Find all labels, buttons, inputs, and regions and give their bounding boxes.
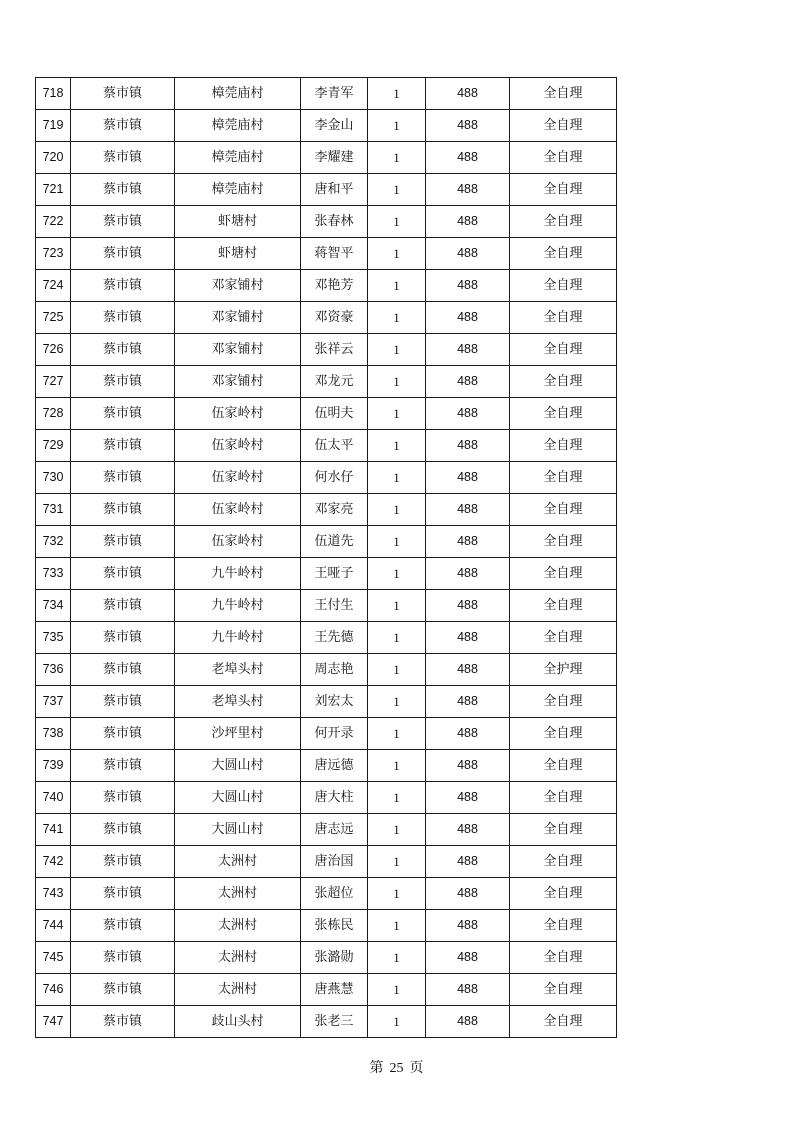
- table-row: [36, 1006, 617, 1038]
- amount-cell: 488: [426, 910, 510, 942]
- village-cell: 樟莞庙村: [175, 142, 301, 174]
- serial-number-cell: 734: [36, 590, 71, 622]
- care-type-cell: 全自理: [510, 974, 617, 1006]
- village-cell: 樟莞庙村: [175, 174, 301, 206]
- amount-cell: 488: [426, 782, 510, 814]
- serial-number-cell: 725: [36, 302, 71, 334]
- person-name-cell: 李金山: [301, 110, 368, 142]
- town-cell: 蔡市镇: [71, 846, 175, 878]
- care-type-cell: 全自理: [510, 878, 617, 910]
- amount-cell: 488: [426, 462, 510, 494]
- roster-body: [36, 78, 617, 1038]
- table-row: [36, 718, 617, 750]
- serial-number-cell: 744: [36, 910, 71, 942]
- table-row: [36, 302, 617, 334]
- town-cell: 蔡市镇: [71, 974, 175, 1006]
- table-row: [36, 686, 617, 718]
- serial-number-cell: 727: [36, 366, 71, 398]
- person-name-cell: 唐燕慧: [301, 974, 368, 1006]
- town-cell: 蔡市镇: [71, 622, 175, 654]
- care-type-cell: 全自理: [510, 462, 617, 494]
- amount-cell: 488: [426, 750, 510, 782]
- person-name-cell: 唐大柱: [301, 782, 368, 814]
- amount-cell: 488: [426, 942, 510, 974]
- care-type-cell: 全自理: [510, 622, 617, 654]
- count-cell: 1: [368, 1006, 426, 1038]
- table-row: [36, 110, 617, 142]
- serial-number-cell: 743: [36, 878, 71, 910]
- care-type-cell: 全自理: [510, 782, 617, 814]
- amount-cell: 488: [426, 590, 510, 622]
- count-cell: 1: [368, 462, 426, 494]
- person-name-cell: 邓资豪: [301, 302, 368, 334]
- table-row: [36, 622, 617, 654]
- person-name-cell: 张祥云: [301, 334, 368, 366]
- table-row: [36, 174, 617, 206]
- count-cell: 1: [368, 366, 426, 398]
- town-cell: 蔡市镇: [71, 334, 175, 366]
- serial-number-cell: 740: [36, 782, 71, 814]
- town-cell: 蔡市镇: [71, 78, 175, 110]
- person-name-cell: 邓艳芳: [301, 270, 368, 302]
- village-cell: 太洲村: [175, 846, 301, 878]
- table-row: [36, 366, 617, 398]
- serial-number-cell: 742: [36, 846, 71, 878]
- count-cell: 1: [368, 686, 426, 718]
- care-type-cell: 全自理: [510, 270, 617, 302]
- table-row: [36, 974, 617, 1006]
- amount-cell: 488: [426, 526, 510, 558]
- serial-number-cell: 722: [36, 206, 71, 238]
- amount-cell: 488: [426, 334, 510, 366]
- person-name-cell: 刘宏太: [301, 686, 368, 718]
- town-cell: 蔡市镇: [71, 878, 175, 910]
- person-name-cell: 张栋民: [301, 910, 368, 942]
- person-name-cell: 伍道先: [301, 526, 368, 558]
- serial-number-cell: 736: [36, 654, 71, 686]
- care-type-cell: 全自理: [510, 398, 617, 430]
- table-row: [36, 814, 617, 846]
- serial-number-cell: 726: [36, 334, 71, 366]
- amount-cell: 488: [426, 110, 510, 142]
- amount-cell: 488: [426, 1006, 510, 1038]
- serial-number-cell: 745: [36, 942, 71, 974]
- count-cell: 1: [368, 782, 426, 814]
- count-cell: 1: [368, 718, 426, 750]
- roster-table: [35, 77, 617, 1038]
- count-cell: 1: [368, 910, 426, 942]
- amount-cell: 488: [426, 686, 510, 718]
- village-cell: 伍家岭村: [175, 494, 301, 526]
- table-row: [36, 878, 617, 910]
- person-name-cell: 唐治国: [301, 846, 368, 878]
- table-row: [36, 526, 617, 558]
- person-name-cell: 王哑子: [301, 558, 368, 590]
- care-type-cell: 全自理: [510, 686, 617, 718]
- serial-number-cell: 733: [36, 558, 71, 590]
- care-type-cell: 全自理: [510, 174, 617, 206]
- care-type-cell: 全自理: [510, 302, 617, 334]
- table-row: [36, 782, 617, 814]
- count-cell: 1: [368, 206, 426, 238]
- count-cell: 1: [368, 590, 426, 622]
- amount-cell: 488: [426, 174, 510, 206]
- person-name-cell: 张春林: [301, 206, 368, 238]
- care-type-cell: 全自理: [510, 430, 617, 462]
- amount-cell: 488: [426, 846, 510, 878]
- amount-cell: 488: [426, 430, 510, 462]
- village-cell: 太洲村: [175, 910, 301, 942]
- amount-cell: 488: [426, 814, 510, 846]
- town-cell: 蔡市镇: [71, 302, 175, 334]
- village-cell: 太洲村: [175, 974, 301, 1006]
- town-cell: 蔡市镇: [71, 462, 175, 494]
- amount-cell: 488: [426, 878, 510, 910]
- person-name-cell: 周志艳: [301, 654, 368, 686]
- table-row: [36, 430, 617, 462]
- amount-cell: 488: [426, 206, 510, 238]
- amount-cell: 488: [426, 142, 510, 174]
- count-cell: 1: [368, 270, 426, 302]
- town-cell: 蔡市镇: [71, 174, 175, 206]
- care-type-cell: 全自理: [510, 942, 617, 974]
- count-cell: 1: [368, 494, 426, 526]
- village-cell: 伍家岭村: [175, 462, 301, 494]
- serial-number-cell: 723: [36, 238, 71, 270]
- village-cell: 伍家岭村: [175, 430, 301, 462]
- person-name-cell: 唐远德: [301, 750, 368, 782]
- care-type-cell: 全护理: [510, 654, 617, 686]
- person-name-cell: 邓龙元: [301, 366, 368, 398]
- table-row: [36, 142, 617, 174]
- count-cell: 1: [368, 974, 426, 1006]
- person-name-cell: 王先德: [301, 622, 368, 654]
- town-cell: 蔡市镇: [71, 398, 175, 430]
- amount-cell: 488: [426, 398, 510, 430]
- person-name-cell: 李耀建: [301, 142, 368, 174]
- count-cell: 1: [368, 846, 426, 878]
- village-cell: 樟莞庙村: [175, 110, 301, 142]
- town-cell: 蔡市镇: [71, 686, 175, 718]
- village-cell: 伍家岭村: [175, 526, 301, 558]
- amount-cell: 488: [426, 654, 510, 686]
- serial-number-cell: 741: [36, 814, 71, 846]
- village-cell: 沙坪里村: [175, 718, 301, 750]
- amount-cell: 488: [426, 622, 510, 654]
- count-cell: 1: [368, 558, 426, 590]
- count-cell: 1: [368, 750, 426, 782]
- serial-number-cell: 730: [36, 462, 71, 494]
- town-cell: 蔡市镇: [71, 814, 175, 846]
- table-row: [36, 270, 617, 302]
- table-row: [36, 238, 617, 270]
- amount-cell: 488: [426, 558, 510, 590]
- village-cell: 虾塘村: [175, 206, 301, 238]
- person-name-cell: 唐志远: [301, 814, 368, 846]
- serial-number-cell: 724: [36, 270, 71, 302]
- count-cell: 1: [368, 878, 426, 910]
- table-row: [36, 462, 617, 494]
- amount-cell: 488: [426, 302, 510, 334]
- person-name-cell: 张老三: [301, 1006, 368, 1038]
- serial-number-cell: 735: [36, 622, 71, 654]
- table-row: [36, 910, 617, 942]
- care-type-cell: 全自理: [510, 590, 617, 622]
- care-type-cell: 全自理: [510, 78, 617, 110]
- village-cell: 太洲村: [175, 942, 301, 974]
- count-cell: 1: [368, 526, 426, 558]
- serial-number-cell: 719: [36, 110, 71, 142]
- table-row: [36, 206, 617, 238]
- town-cell: 蔡市镇: [71, 110, 175, 142]
- serial-number-cell: 738: [36, 718, 71, 750]
- care-type-cell: 全自理: [510, 110, 617, 142]
- care-type-cell: 全自理: [510, 718, 617, 750]
- care-type-cell: 全自理: [510, 366, 617, 398]
- town-cell: 蔡市镇: [71, 430, 175, 462]
- serial-number-cell: 731: [36, 494, 71, 526]
- table-row: [36, 398, 617, 430]
- village-cell: 邓家铺村: [175, 302, 301, 334]
- amount-cell: 488: [426, 494, 510, 526]
- person-name-cell: 张超位: [301, 878, 368, 910]
- care-type-cell: 全自理: [510, 206, 617, 238]
- care-type-cell: 全自理: [510, 494, 617, 526]
- amount-cell: 488: [426, 718, 510, 750]
- care-type-cell: 全自理: [510, 910, 617, 942]
- person-name-cell: 何水仔: [301, 462, 368, 494]
- table-row: [36, 654, 617, 686]
- town-cell: 蔡市镇: [71, 206, 175, 238]
- person-name-cell: 伍太平: [301, 430, 368, 462]
- person-name-cell: 李青军: [301, 78, 368, 110]
- page-number: 25: [389, 1061, 404, 1076]
- count-cell: 1: [368, 142, 426, 174]
- table-row: [36, 846, 617, 878]
- village-cell: 大圆山村: [175, 782, 301, 814]
- village-cell: 老埠头村: [175, 686, 301, 718]
- count-cell: 1: [368, 174, 426, 206]
- serial-number-cell: 739: [36, 750, 71, 782]
- village-cell: 老埠头村: [175, 654, 301, 686]
- page-footer: [0, 1057, 793, 1077]
- serial-number-cell: 746: [36, 974, 71, 1006]
- village-cell: 邓家铺村: [175, 334, 301, 366]
- village-cell: 九牛岭村: [175, 558, 301, 590]
- amount-cell: 488: [426, 366, 510, 398]
- table-row: [36, 590, 617, 622]
- town-cell: 蔡市镇: [71, 526, 175, 558]
- care-type-cell: 全自理: [510, 334, 617, 366]
- serial-number-cell: 747: [36, 1006, 71, 1038]
- village-cell: 伍家岭村: [175, 398, 301, 430]
- person-name-cell: 王付生: [301, 590, 368, 622]
- person-name-cell: 邓家亮: [301, 494, 368, 526]
- serial-number-cell: 729: [36, 430, 71, 462]
- village-cell: 大圆山村: [175, 750, 301, 782]
- person-name-cell: 蒋智平: [301, 238, 368, 270]
- serial-number-cell: 721: [36, 174, 71, 206]
- amount-cell: 488: [426, 78, 510, 110]
- care-type-cell: 全自理: [510, 558, 617, 590]
- table-row: [36, 78, 617, 110]
- care-type-cell: 全自理: [510, 526, 617, 558]
- count-cell: 1: [368, 78, 426, 110]
- table-row: [36, 494, 617, 526]
- table-row: [36, 750, 617, 782]
- town-cell: 蔡市镇: [71, 750, 175, 782]
- person-name-cell: 何开录: [301, 718, 368, 750]
- count-cell: 1: [368, 334, 426, 366]
- town-cell: 蔡市镇: [71, 590, 175, 622]
- count-cell: 1: [368, 942, 426, 974]
- amount-cell: 488: [426, 974, 510, 1006]
- village-cell: 大圆山村: [175, 814, 301, 846]
- table-row: [36, 334, 617, 366]
- page-label-prefix: 第: [369, 1060, 384, 1076]
- town-cell: 蔡市镇: [71, 558, 175, 590]
- care-type-cell: 全自理: [510, 238, 617, 270]
- town-cell: 蔡市镇: [71, 942, 175, 974]
- count-cell: 1: [368, 238, 426, 270]
- town-cell: 蔡市镇: [71, 782, 175, 814]
- village-cell: 九牛岭村: [175, 622, 301, 654]
- village-cell: 虾塘村: [175, 238, 301, 270]
- page-label-suffix: 页: [409, 1060, 424, 1076]
- town-cell: 蔡市镇: [71, 1006, 175, 1038]
- table-row: [36, 558, 617, 590]
- count-cell: 1: [368, 814, 426, 846]
- amount-cell: 488: [426, 238, 510, 270]
- table-row: [36, 942, 617, 974]
- town-cell: 蔡市镇: [71, 494, 175, 526]
- town-cell: 蔡市镇: [71, 238, 175, 270]
- care-type-cell: 全自理: [510, 142, 617, 174]
- town-cell: 蔡市镇: [71, 366, 175, 398]
- town-cell: 蔡市镇: [71, 654, 175, 686]
- town-cell: 蔡市镇: [71, 718, 175, 750]
- serial-number-cell: 718: [36, 78, 71, 110]
- person-name-cell: 伍明夫: [301, 398, 368, 430]
- person-name-cell: 张潞勋: [301, 942, 368, 974]
- count-cell: 1: [368, 302, 426, 334]
- amount-cell: 488: [426, 270, 510, 302]
- town-cell: 蔡市镇: [71, 270, 175, 302]
- town-cell: 蔡市镇: [71, 910, 175, 942]
- village-cell: 邓家铺村: [175, 270, 301, 302]
- care-type-cell: 全自理: [510, 846, 617, 878]
- count-cell: 1: [368, 110, 426, 142]
- village-cell: 歧山头村: [175, 1006, 301, 1038]
- village-cell: 邓家铺村: [175, 366, 301, 398]
- care-type-cell: 全自理: [510, 750, 617, 782]
- town-cell: 蔡市镇: [71, 142, 175, 174]
- count-cell: 1: [368, 622, 426, 654]
- serial-number-cell: 720: [36, 142, 71, 174]
- village-cell: 太洲村: [175, 878, 301, 910]
- serial-number-cell: 732: [36, 526, 71, 558]
- count-cell: 1: [368, 398, 426, 430]
- village-cell: 九牛岭村: [175, 590, 301, 622]
- count-cell: 1: [368, 430, 426, 462]
- village-cell: 樟莞庙村: [175, 78, 301, 110]
- person-name-cell: 唐和平: [301, 174, 368, 206]
- care-type-cell: 全自理: [510, 1006, 617, 1038]
- count-cell: 1: [368, 654, 426, 686]
- care-type-cell: 全自理: [510, 814, 617, 846]
- serial-number-cell: 728: [36, 398, 71, 430]
- serial-number-cell: 737: [36, 686, 71, 718]
